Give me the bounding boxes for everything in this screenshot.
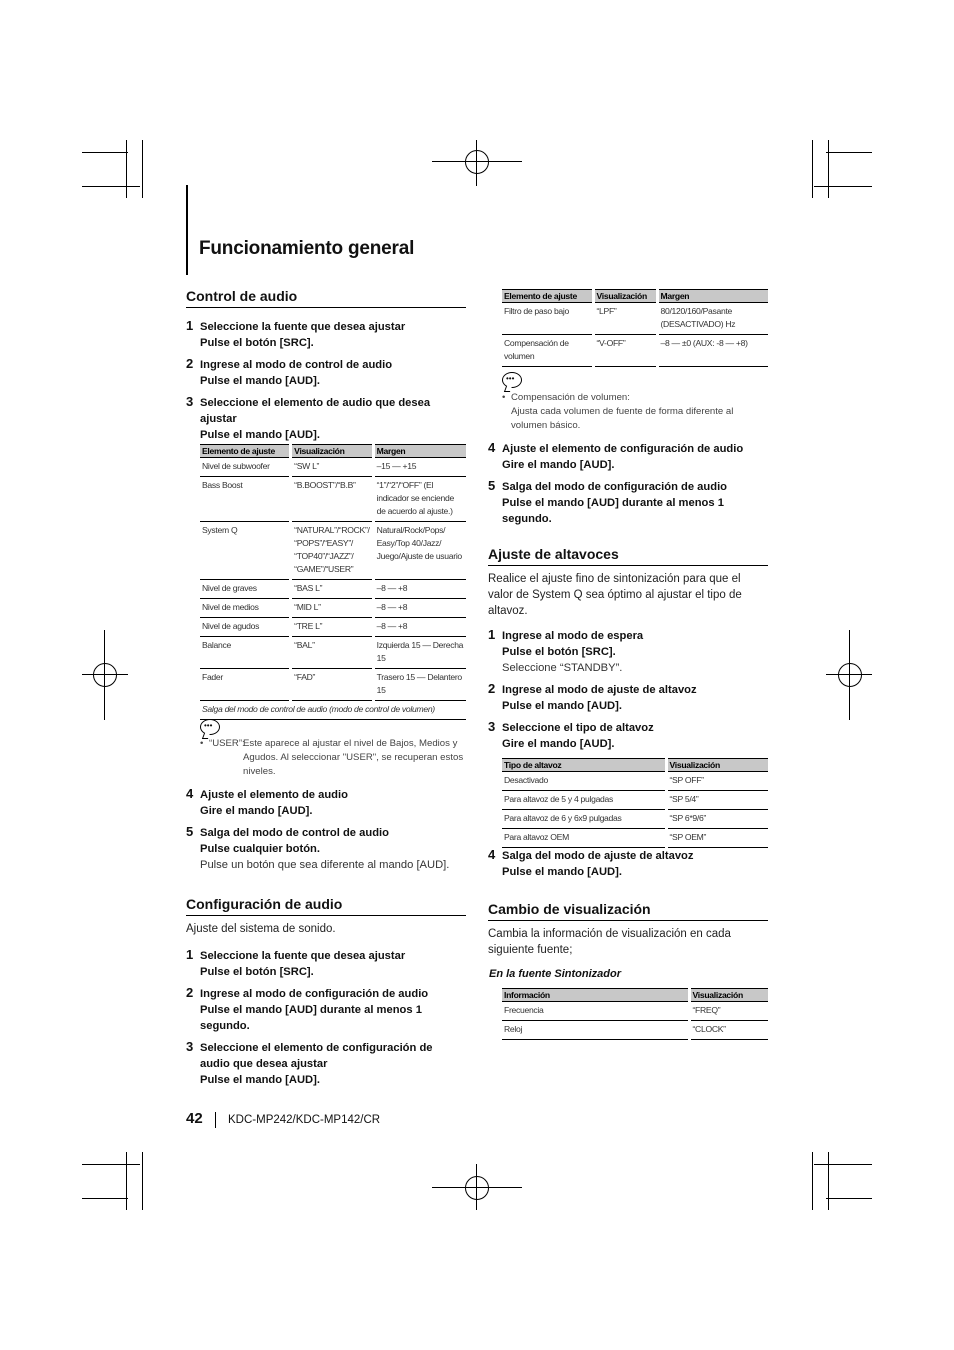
table-header: Margen: [657, 290, 768, 303]
speaker-type-table: [502, 758, 768, 848]
table-header: Margen: [373, 445, 466, 458]
note-speech-icon: •••: [502, 372, 522, 388]
table-header: Elemento de ajuste: [200, 445, 291, 458]
config-step-3: 3 Seleccione el elemento de configuración de audio que desea ajustar Pulse el mando [AUD].: [186, 1039, 433, 1086]
table-row: Para altavoz OEM “SP OEM”: [502, 829, 768, 848]
model-name: KDC-MP242/KDC-MP142/CR: [228, 1114, 381, 1126]
tuner-subhead: En la fuente Sintonizador: [489, 968, 622, 980]
footer-divider: [215, 1112, 216, 1128]
section-title-config: Configuración de audio: [186, 896, 466, 916]
table-row: Reloj “CLOCK”: [502, 1021, 768, 1040]
speakers-intro: Realice el ajuste fino de sintonización para que el valor de System Q sea óptimo al ajustar el tipo de altavoz.: [488, 573, 742, 617]
table-header: Tipo de altavoz: [502, 759, 666, 772]
table-footnote-row: Salga del modo de control de audio (modo de control de volumen): [200, 701, 466, 720]
table-row: Nivel de agudos “TRE L” –8 — +8: [200, 618, 466, 637]
table-row: Frecuencia “FREQ”: [502, 1002, 768, 1021]
control-step-2: 2 Ingrese al modo de control de audio Pulse el mando [AUD].: [186, 356, 393, 387]
config-step-2: 2 Ingrese al modo de configuración de audio Pulse el mando [AUD] durante al menos 1 segundo.: [186, 985, 429, 1032]
section-title-display: Cambio de visualización: [488, 901, 768, 921]
volume-compensation-note: • Compensación de volumen: Ajusta cada volumen de fuente de forma diferente al volumen básico.: [502, 392, 734, 431]
table-header: Visualización: [291, 445, 373, 458]
speaker-step-4: 4 Salga del modo de ajuste de altavoz Pulse el mando [AUD].: [488, 847, 694, 878]
speaker-step-1: 1 Ingrese al modo de espera Pulse el botón [SRC]. Seleccione “STANDBY”.: [488, 627, 644, 674]
table-row: Fader “FAD” Trasero 15 — Delantero 15: [200, 669, 466, 701]
table-row: Para altavoz de 6 y 6x9 pulgadas “SP 6*9/6”: [502, 810, 768, 829]
table-row: Filtro de paso bajo “LPF” 80/120/160/Pasante (DESACTIVADO) Hz: [502, 303, 768, 335]
table-row: Desactivado “SP OFF”: [502, 772, 768, 791]
config-step-4: 4 Ajuste el elemento de configuración de audio Gire el mando [AUD].: [488, 440, 744, 471]
note-speech-icon: •••: [200, 719, 220, 735]
table-header: Información: [502, 989, 689, 1002]
control-step-3: 3 Seleccione el elemento de audio que desea ajustar Pulse el mando [AUD].: [186, 394, 431, 441]
table-row: Compensación de volumen “V-OFF” –8 — ±0 (AUX: -8 — +8): [502, 335, 768, 367]
audio-config-table: [502, 289, 768, 367]
control-step-5: 5 Salga del modo de control de audio Pulse cualquier botón. Pulse un botón que sea diferente al mando [AUD].: [186, 824, 450, 871]
section-title-control: Control de audio: [186, 288, 466, 308]
table-row: Nivel de subwoofer “SW L” –15 — +15: [200, 458, 466, 477]
config-step-1: 1 Seleccione la fuente que desea ajustar Pulse el botón [SRC].: [186, 947, 406, 978]
table-row: Nivel de graves “BAS L” –8 — +8: [200, 580, 466, 599]
table-row: System Q “NATURAL”/“ROCK”/ “POPS”/“EASY”/ “TOP40”/“JAZZ”/ “GAME”/“USER” Natural/Rock/Pops/ Easy/Top 40/Jazz/ Juego/Ajuste de usuario: [200, 522, 466, 580]
table-header: Visualización: [666, 759, 768, 772]
table-header: Visualización: [689, 989, 768, 1002]
control-step-1: 1 Seleccione la fuente que desea ajustar Pulse el botón [SRC].: [186, 318, 406, 349]
speaker-step-2: 2 Ingrese al modo de ajuste de altavoz Pulse el mando [AUD].: [488, 681, 697, 712]
table-row: Balance “BAL” Izquierda 15 — Derecha 15: [200, 637, 466, 669]
page-number: 42: [186, 1110, 203, 1127]
display-intro: Cambia la información de visualización en cada siguiente fuente;: [488, 928, 731, 956]
display-info-table: [502, 988, 768, 1040]
audio-control-table: [200, 444, 466, 720]
table-row: Para altavoz de 5 y 4 pulgadas “SP 5/4”: [502, 791, 768, 810]
control-step-4: 4 Ajuste el elemento de audio Gire el mando [AUD].: [186, 786, 348, 817]
table-row: Nivel de medios “MID L” –8 — +8: [200, 599, 466, 618]
table-row: Bass Boost “B.BOOST”/“B.B” “1”/“2”/“OFF” (El indicador se enciende de acuerdo al ajuste.): [200, 477, 466, 522]
title-rule: [186, 185, 188, 275]
speaker-step-3: 3 Seleccione el tipo de altavoz Gire el mando [AUD].: [488, 719, 654, 750]
table-header: Elemento de ajuste: [502, 290, 593, 303]
user-note: • “USER”: Este aparece al ajustar el nivel de Bajos, Medios y Agudos. Al seleccionar "USER", se recuperan estos niveles.: [200, 738, 464, 777]
section-title-speakers: Ajuste de altavoces: [488, 546, 768, 566]
config-step-5: 5 Salga del modo de configuración de audio Pulse el mando [AUD] durante al menos 1 segundo.: [488, 478, 728, 525]
table-header: Visualización: [593, 290, 657, 303]
config-intro: Ajuste del sistema de sonido.: [186, 923, 336, 935]
page-title: Funcionamiento general: [199, 238, 415, 259]
